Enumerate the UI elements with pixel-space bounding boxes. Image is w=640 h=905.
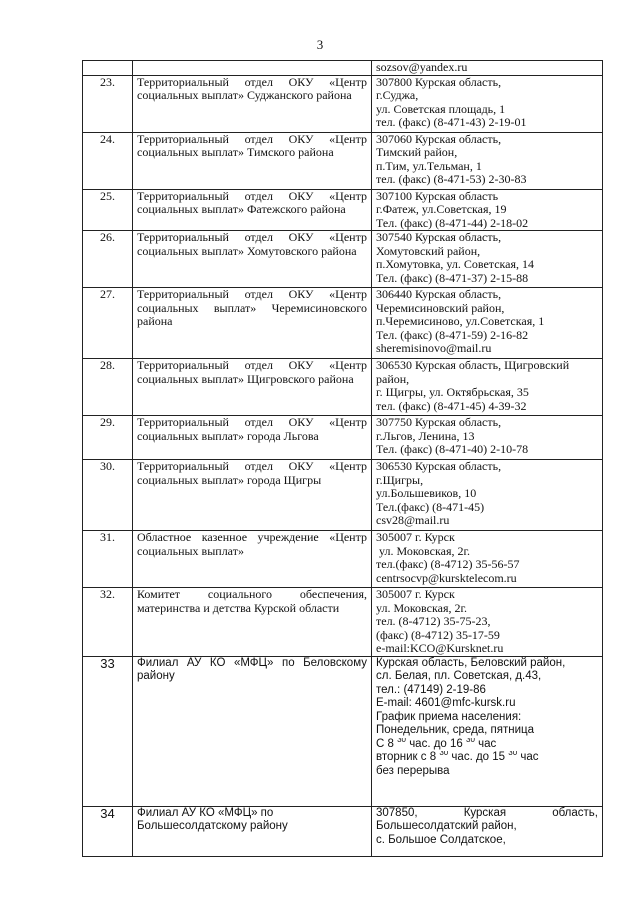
address-line: Курская область, Беловский район, [376, 656, 566, 669]
address-word: 307850, [376, 806, 418, 819]
table-row [83, 61, 603, 76]
address-line: г.Фатеж, ул.Советская, 19 [376, 203, 507, 216]
organization-name: Территориальный отдел ОКУ «Центр социальных выплат» Фатежского района [133, 189, 372, 231]
address-line: 307800 Курская область, [376, 75, 502, 89]
address-line: п.Хомутовка, ул. Советская, 14 [376, 258, 535, 271]
address-line: район, [376, 372, 410, 386]
address-line: тел. (факс) (8-471-43) 2-19-01 [376, 116, 527, 129]
address-line: с. Большое Солдатское, [376, 833, 506, 846]
address-line: 305007 г. Курск [376, 588, 455, 601]
row-number: 24. [83, 132, 133, 189]
row-number: 34 [83, 806, 133, 856]
address-line: Большесолдатский район, [376, 820, 517, 832]
row-number: 32. [83, 588, 133, 657]
table-row [83, 288, 603, 359]
table-row [83, 588, 603, 657]
time-minutes: 30 [397, 737, 406, 744]
address-line: ул.Большевиков, 10 [376, 487, 477, 500]
address-contacts [372, 288, 603, 359]
organization-name: Территориальный отдел ОКУ «Центр социальных выплат» Щигровского района [133, 359, 372, 416]
address-contacts [372, 231, 603, 288]
organization-name: Территориальный отдел ОКУ «Центр социальных выплат» Хомутовского района [133, 231, 372, 288]
address-contacts [372, 460, 603, 531]
organization-name: Территориальный отдел ОКУ «Центр социальных выплат» города Льгова [133, 416, 372, 460]
address-line: тел. (8-4712) 35-75-23, [376, 615, 491, 628]
address-line: г.Льгов, Ленина, 13 [376, 429, 475, 443]
table-row [83, 75, 603, 132]
address-line: Хомутовский район, [376, 244, 481, 258]
organization-name [133, 806, 372, 856]
schedule-text: час [474, 737, 497, 750]
address-line: 307750 Курская область, [376, 416, 502, 429]
address-line: Тел. (факс) (8-471-37) 2-15-88 [376, 271, 529, 285]
address-line: 307100 Курская область [376, 189, 499, 203]
time-minutes: 30 [439, 751, 449, 758]
email-address[interactable]: centrsocvp@kursktelecom.ru [376, 571, 517, 585]
address-line: (факс) (8-4712) 35-17-59 [376, 628, 500, 642]
address-line: г.Щигры, [376, 473, 424, 487]
schedule-text: С 8 [376, 737, 398, 750]
schedule-text: час. до 15 [448, 751, 509, 763]
address-contacts [372, 806, 603, 856]
address-contacts [372, 61, 603, 76]
row-number: 28. [83, 359, 133, 416]
address-line: ул. Моковская, 2г. [376, 544, 471, 558]
address-contacts [372, 359, 603, 416]
table-row [83, 189, 603, 231]
email-address[interactable]: e-mail:KCO@Kursknet.ru [376, 642, 504, 655]
address-line: ул. Советская площадь, 1 [376, 102, 506, 116]
table-row [83, 132, 603, 189]
table-row [83, 416, 603, 460]
address-line: 306440 Курская область, [376, 288, 502, 301]
organization-name: Территориальный отдел ОКУ «Центр социальных выплат» Суджанского района [133, 75, 372, 132]
page-number: 3 [316, 37, 324, 52]
schedule-line [376, 751, 598, 765]
address-contacts [372, 132, 603, 189]
address-contacts [372, 416, 603, 460]
address-line: сл. Белая, пл. Советская, д.43, [376, 670, 542, 682]
schedule-line [376, 738, 598, 752]
organization-name: Областное казенное учреждение «Центр социальных выплат» [133, 531, 372, 588]
email-address[interactable]: csv28@mail.ru [376, 514, 450, 527]
contacts-table [82, 60, 603, 857]
address-line: г.Суджа, [376, 89, 419, 102]
address-line: п.Черемисиново, ул.Советская, 1 [376, 315, 545, 328]
address-contacts [372, 588, 603, 657]
table-row [83, 460, 603, 531]
row-number: 26. [83, 231, 133, 288]
row-number: 30. [83, 460, 133, 531]
address-line: п.Тим, ул.Тельман, 1 [376, 159, 482, 173]
address-line: тел.(факс) (8-4712) 35-56-57 [376, 558, 520, 571]
address-line: г. Щигры, ул. Октябрьская, 35 [376, 386, 529, 399]
organization-name-line: Большесолдатскому району [137, 820, 288, 832]
table-row [83, 806, 603, 856]
table-row [83, 531, 603, 588]
time-minutes: 30 [466, 737, 475, 744]
schedule-text: час. до 16 [406, 737, 467, 750]
row-number: 31. [83, 531, 133, 588]
address-line: 305007 г. Курск [376, 531, 455, 544]
address-line: График приема населения: [376, 710, 522, 723]
row-number: 25. [83, 189, 133, 231]
organization-name: Территориальный отдел ОКУ «Центр социальных выплат» Тимского района [133, 132, 372, 189]
address-contacts [372, 531, 603, 588]
organization-name: Территориальный отдел ОКУ «Центр социальных выплат» города Щигры [133, 460, 372, 531]
email-address[interactable]: sheremisinovo@mail.ru [376, 342, 492, 355]
organization-name: Филиал АУ КО «МФЦ» по Беловскому району [133, 656, 372, 806]
address-line: 307060 Курская область, [376, 132, 502, 146]
address-line: 306530 Курская область, Щигровский [376, 359, 570, 372]
address-line: тел. (факс) (8-471-45) 4-39-32 [376, 399, 527, 413]
address-line: Тел. (факс) (8-471-44) 2-18-02 [376, 216, 529, 230]
address-line: тел. (факс) (8-471-53) 2-30-83 [376, 173, 527, 186]
address-line: Тел.(факс) (8-471-45) [376, 500, 485, 514]
address-line [376, 807, 598, 821]
row-number [83, 61, 133, 76]
organization-name [133, 61, 372, 76]
address-contacts [372, 656, 603, 806]
address-line: ул. Моковская, 2г. [376, 601, 468, 615]
address-line: Тимский район, [376, 146, 458, 159]
address-line: Тел. (факс) (8-471-59) 2-16-82 [376, 328, 529, 342]
schedule-text: вторник с 8 [376, 751, 440, 763]
row-number: 27. [83, 288, 133, 359]
table-row [83, 656, 603, 806]
time-minutes: 30 [508, 751, 518, 758]
address-line: тел.: (47149) 2-19-86 [376, 683, 486, 696]
email-address[interactable]: E-mail: 4601@mfc-kursk.ru [376, 697, 516, 709]
address-word: Курская [463, 806, 507, 819]
address-contacts [372, 189, 603, 231]
address-contacts [372, 75, 603, 132]
schedule-line: без перерыва [376, 764, 450, 777]
organization-name-line: Филиал АУ КО «МФЦ» по [137, 806, 274, 819]
row-number: 23. [83, 75, 133, 132]
address-word: область, [552, 806, 598, 819]
organization-name: Территориальный отдел ОКУ «Центр социальных выплат» Черемисиновского района [133, 288, 372, 359]
table-row [83, 231, 603, 288]
table-row [83, 359, 603, 416]
row-number: 29. [83, 416, 133, 460]
schedule-text: час [517, 751, 539, 763]
address-line: Черемисиновский район, [376, 301, 505, 315]
organization-name: Комитет социального обеспечения, материнства и детства Курской области [133, 588, 372, 657]
address-line: 306530 Курская область, [376, 460, 502, 473]
row-number: 33 [83, 656, 133, 806]
address-line: Тел. (факс) (8-471-40) 2-10-78 [376, 443, 529, 456]
email-address[interactable]: sozsov@yandex.ru [376, 61, 468, 74]
address-line: 307540 Курская область, [376, 231, 502, 244]
address-line: Понедельник, среда, пятница [376, 724, 535, 736]
